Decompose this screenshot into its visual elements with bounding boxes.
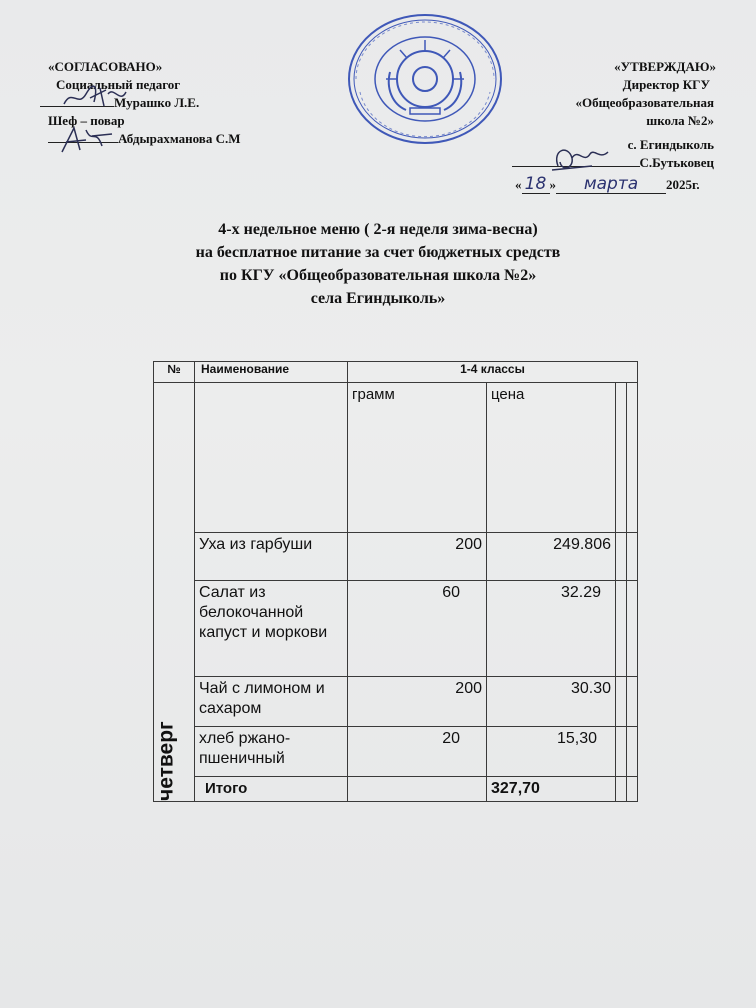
title-line-1: 4-х недельное меню ( 2-я неделя зима-весна): [218, 221, 538, 238]
official-seal: [346, 12, 504, 146]
document-title: [0, 218, 756, 310]
dish-name: Уха из гарбуши: [195, 533, 348, 581]
dish-price: 249.806: [487, 533, 616, 581]
approval-date: [515, 176, 725, 194]
table-row: [154, 677, 638, 727]
extra-cell: [627, 677, 638, 727]
date-close-quote: »: [549, 177, 556, 192]
school-name-line1: «Общеобразовательная: [575, 95, 714, 110]
total-gram-empty: [348, 777, 487, 802]
title-line-3: по КГУ «Общеобразовательная школа №2»: [219, 267, 537, 284]
menu-table: [153, 361, 638, 802]
signature-chef: [56, 124, 116, 158]
date-day: 18: [522, 176, 550, 194]
extra-cell: [616, 533, 627, 581]
table-row: [154, 727, 638, 777]
col-number-header: №: [154, 362, 195, 383]
extra-col-2: [627, 383, 638, 533]
table-row: [154, 533, 638, 581]
chef-role: Шеф – повар: [48, 113, 125, 128]
dish-gram: 20: [348, 727, 487, 777]
village-name: с. Егиндыколь: [627, 137, 714, 152]
extra-cell: [627, 727, 638, 777]
extra-cell: [616, 581, 627, 677]
total-label: Итого: [195, 777, 348, 802]
extra-cell: [627, 533, 638, 581]
dish-gram: 60: [348, 581, 487, 677]
extra-cell: [616, 777, 627, 802]
date-month: марта: [556, 176, 666, 194]
dish-gram: 200: [348, 533, 487, 581]
social-pedagogue-role: Социальный педагог: [56, 77, 181, 92]
school-name-line2: школа №2»: [646, 113, 714, 128]
dish-name: Чай с лимоном и сахаром: [195, 677, 348, 727]
dish-name: Салат из белокочанной капуст и моркови: [195, 581, 348, 677]
subheader-empty-cell: [195, 383, 348, 533]
dish-gram: 200: [348, 677, 487, 727]
weekday-label: четверг: [154, 383, 195, 802]
approve-heading: «УТВЕРЖДАЮ»: [614, 59, 716, 74]
dish-price: 32.29: [487, 581, 616, 677]
col-gram-header: грамм: [348, 383, 487, 533]
dish-price: 15,30: [487, 727, 616, 777]
date-year: 2025г.: [666, 177, 700, 192]
title-line-2: на бесплатное питание за счет бюджетных средств: [195, 244, 561, 261]
table-subheader-row: [154, 383, 638, 533]
table-row: [154, 581, 638, 677]
col-grade-group-header: 1-4 классы: [348, 362, 638, 383]
col-price-header: цена: [487, 383, 616, 533]
director-name: С.Бутьковец: [639, 155, 714, 170]
col-name-header: Наименование: [195, 362, 348, 383]
date-open-quote: «: [515, 177, 522, 192]
title-line-4: села Егиндыколь»: [310, 290, 446, 307]
dish-price: 30.30: [487, 677, 616, 727]
social-pedagogue-name: Мурашко Л.Е.: [114, 95, 200, 110]
approved-heading: «СОГЛАСОВАНО»: [48, 59, 163, 74]
extra-cell: [616, 727, 627, 777]
dish-name: хлеб ржано-пшеничный: [195, 727, 348, 777]
director-title: Директор КГУ: [622, 77, 710, 92]
extra-cell: [627, 777, 638, 802]
total-value: 327,70: [487, 777, 616, 802]
signature-pedagogue: [60, 84, 130, 112]
extra-cell: [616, 677, 627, 727]
total-row: [154, 777, 638, 802]
extra-col-1: [616, 383, 627, 533]
table-header-row: [154, 362, 638, 383]
signature-director: [548, 142, 614, 176]
chef-name: Абдырахманова С.М: [118, 131, 241, 146]
extra-cell: [627, 581, 638, 677]
